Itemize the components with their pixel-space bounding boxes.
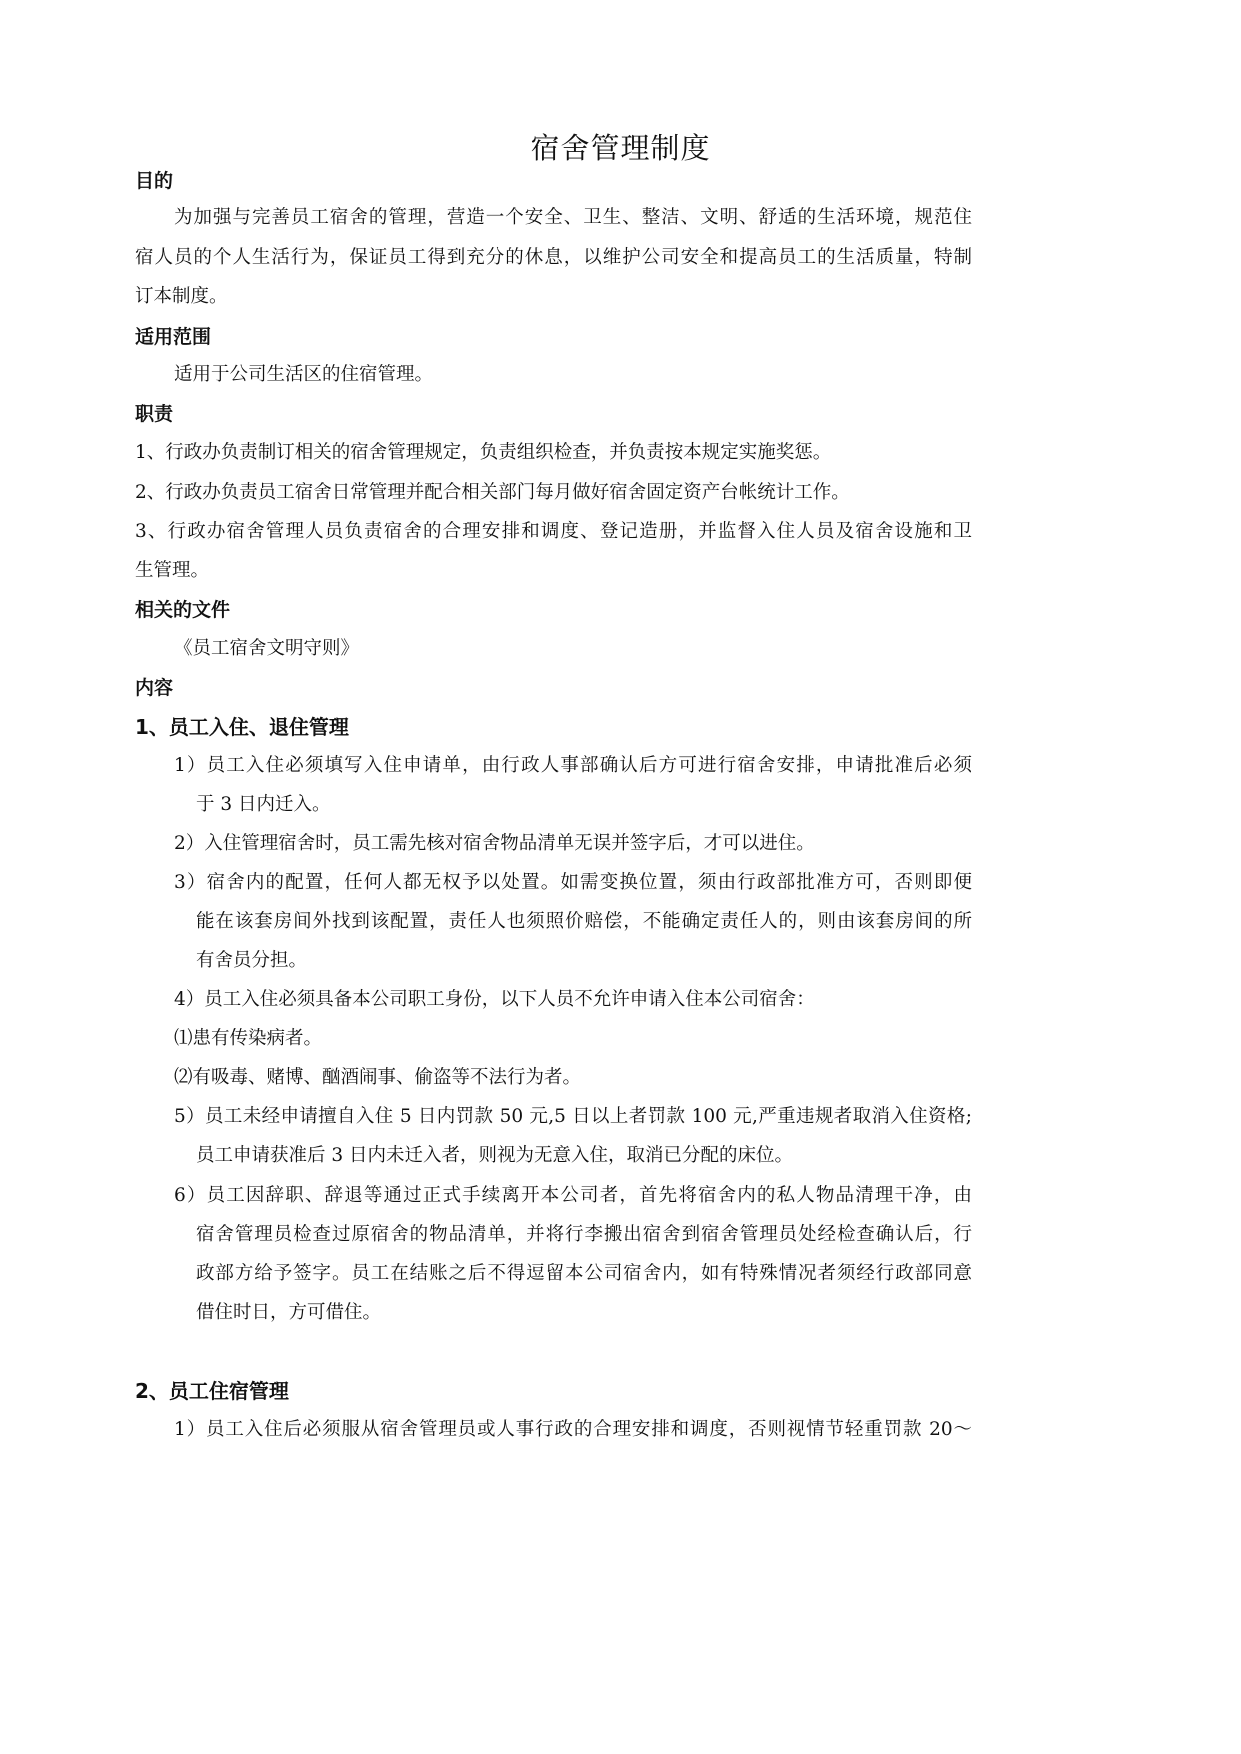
purpose-line-2: 宿人员的个人生活行为，保证员工得到充分的休息，以维护公司安全和提高员工的生活质量，特制 — [135, 247, 972, 268]
sec1-item-1-line-2: 于 3 日内迁入。 — [196, 794, 331, 815]
sec1-item-5-line-1: 5）员工未经申请擅自入住 5 日内罚款 50 元,5 日以上者罚款 100 元,严重违规者取消入住资格; — [174, 1106, 972, 1127]
sec1-item-4-sub-2: ⑵有吸毒、赌博、酗酒闹事、偷盗等不法行为者。 — [174, 1067, 582, 1088]
duty-item-2: 2、行政办负责员工宿舍日常管理并配合相关部门每月做好宿舍固定资产台帐统计工作。 — [135, 482, 850, 503]
sec1-item-5-line-2: 员工申请获准后 3 日内未迁入者，则视为无意入住，取消已分配的床位。 — [196, 1145, 794, 1166]
duty-item-1: 1、行政办负责制订相关的宿舍管理规定，负责组织检查，并负责按本规定实施奖惩。 — [135, 442, 832, 463]
sec1-item-4-sub-1: ⑴患有传染病者。 — [174, 1028, 323, 1049]
sec1-item-6-line-4: 借住时日，方可借住。 — [196, 1302, 382, 1323]
heading-purpose: 目的 — [135, 170, 174, 192]
heading-content: 内容 — [135, 677, 174, 699]
purpose-line-1: 为加强与完善员工宿舍的管理，营造一个安全、卫生、整洁、文明、舒适的生活环境，规范住 — [174, 207, 972, 228]
related-doc-item: 《员工宿舍文明守则》 — [174, 638, 360, 659]
section-1-heading: 1、员工入住、退住管理 — [135, 715, 349, 739]
section-2-heading: 2、员工住宿管理 — [135, 1379, 289, 1403]
scope-line-1: 适用于公司生活区的住宿管理。 — [174, 364, 434, 385]
heading-duties: 职责 — [135, 403, 174, 425]
sec1-item-3-line-1: 3）宿舍内的配置，任何人都无权予以处置。如需变换位置，须由行政部批准方可，否则即便 — [174, 872, 972, 893]
sec1-item-2: 2）入住管理宿舍时，员工需先核对宿舍物品清单无误并签字后，才可以进住。 — [174, 833, 815, 854]
sec1-item-6-line-1: 6）员工因辞职、辞退等通过正式手续离开本公司者，首先将宿舍内的私人物品清理干净，由 — [174, 1185, 972, 1206]
sec1-item-4: 4）员工入住必须具备本公司职工身份，以下人员不允许申请入住本公司宿舍： — [174, 989, 815, 1010]
document-title: 宿舍管理制度 — [530, 131, 711, 165]
sec1-item-6-line-2: 宿舍管理员检查过原宿舍的物品清单，并将行李搬出宿舍到宿舍管理员处经检查确认后，行 — [196, 1224, 972, 1245]
sec1-item-1-line-1: 1）员工入住必须填写入住申请单，由行政人事部确认后方可进行宿舍安排，申请批准后必须 — [174, 755, 972, 776]
sec1-item-3-line-2: 能在该套房间外找到该配置，责任人也须照价赔偿，不能确定责任人的，则由该套房间的所 — [196, 911, 972, 932]
duty-item-3-line-1: 3、行政办宿舍管理人员负责宿舍的合理安排和调度、登记造册，并监督入住人员及宿舍设施和卫 — [135, 521, 972, 542]
duty-item-3-line-2: 生管理。 — [135, 560, 210, 581]
purpose-line-3: 订本制度。 — [135, 286, 228, 307]
heading-scope: 适用范围 — [135, 326, 212, 348]
sec1-item-3-line-3: 有舍员分担。 — [196, 950, 308, 971]
heading-related-docs: 相关的文件 — [135, 599, 231, 621]
sec1-item-6-line-3: 政部方给予签字。员工在结账之后不得逗留本公司宿舍内，如有特殊情况者须经行政部同意 — [196, 1263, 972, 1284]
sec2-item-1-line-1: 1）员工入住后必须服从宿舍管理员或人事行政的合理安排和调度，否则视情节轻重罚款 20～ — [174, 1419, 972, 1440]
